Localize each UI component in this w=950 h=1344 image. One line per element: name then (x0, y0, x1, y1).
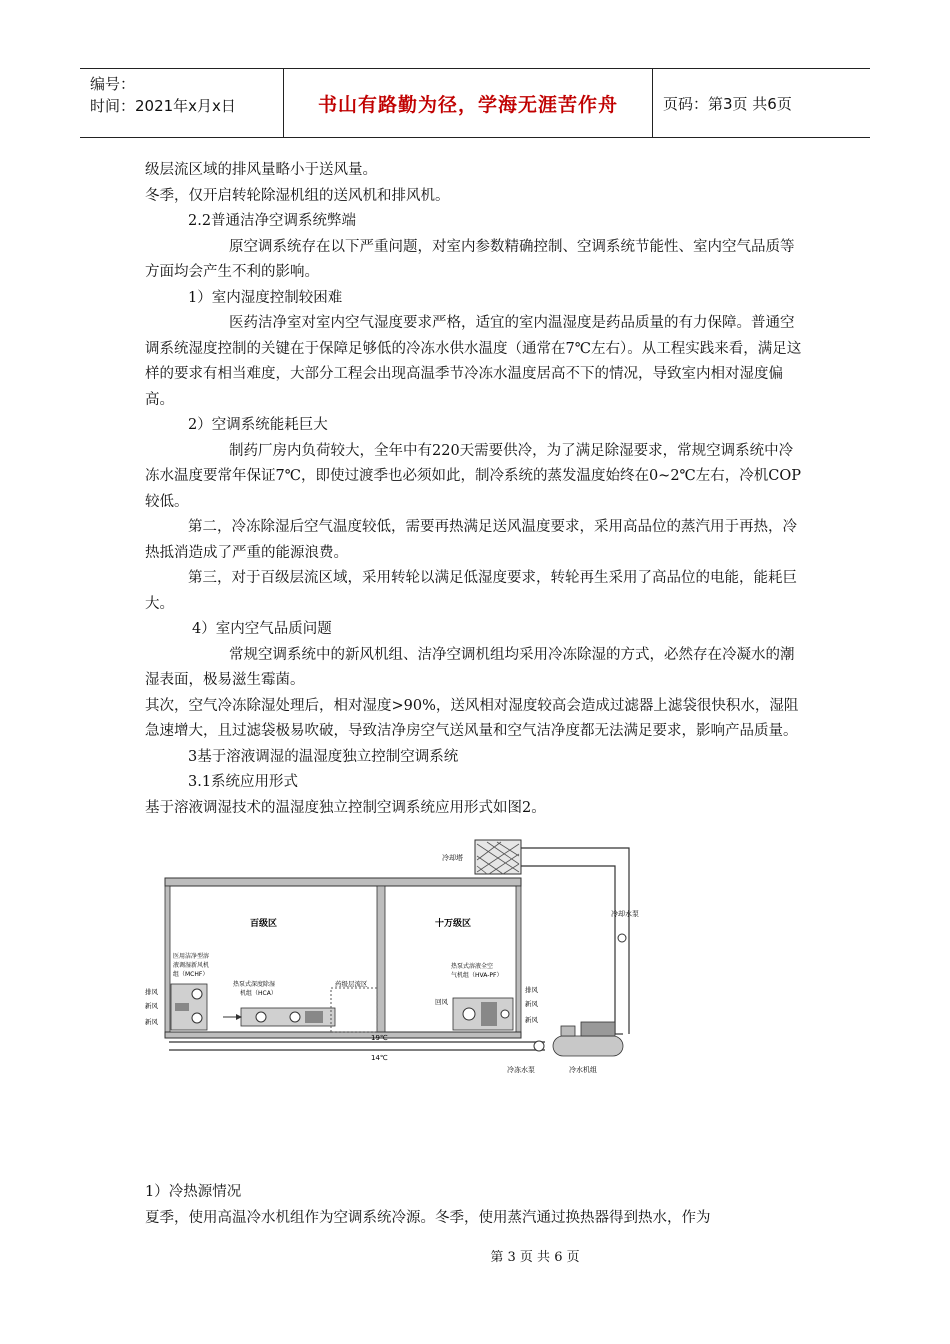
air-label: 回风 (435, 998, 448, 1006)
pump-icon (618, 934, 626, 942)
document-date: 时间：2021年x月x日 (90, 97, 236, 115)
header-motto: 书山有路勤为径，学海无涯苦作舟 (283, 69, 653, 137)
cooling-pump-label: 冷却水泵 (611, 910, 639, 918)
unit-label: 医用洁净型溶 (173, 953, 210, 960)
chilled-pump-label: 冷冻水泵 (507, 1066, 535, 1074)
system-diagram (145, 838, 645, 1078)
unit-label: 热泵式溶液全空 (451, 963, 494, 970)
paragraph: 冬季，仅开启转轮除湿机组的送风机和排风机。 (145, 187, 450, 204)
mchf-unit-icon (171, 984, 207, 1030)
paragraph: 医药洁净室对室内空气湿度要求严格，适宜的室内温湿度是药品质量的有力保障。普通空调系统湿度控制的关键在于保障足够低的冷冻水供水温度（通常在7℃左右）。从工程实践来看，满足这样的要求有相当难度，大部分工程会出现高温季节冷冻水温度居高不下的情况，导致室内相对湿度偏高。 (145, 315, 802, 408)
paragraph: 制药厂房内负荷较大，全年中有220天需要供冷，为了满足除湿要求，常规空调系统中冷冻水温度要常年保证7℃，即使过渡季也必须如此，制冷系统的蒸发温度始终在0~2℃左右，冷机COP较低。 (145, 442, 802, 510)
hva-unit-icon (453, 998, 513, 1030)
paragraph: 基于溶液调湿技术的温湿度独立控制空调系统应用形式如图2。 (145, 799, 546, 816)
header-page-info: 页码：第3页 共6页 (663, 94, 792, 113)
subsection-heading: 2）空调系统能耗巨大 (188, 417, 328, 433)
unit-label: 组（MCHF） (173, 971, 209, 978)
subsection-heading: 1）室内湿度控制较困难 (188, 289, 343, 306)
temperature-label: 14℃ (371, 1054, 388, 1062)
zone-label: 十万级区 (435, 919, 472, 929)
unit-label: 热泵式深度除湿 (233, 981, 276, 988)
subsection-heading: 4）室内空气品质问题 (192, 621, 332, 637)
chiller-label: 冷水机组 (569, 1066, 597, 1074)
building-wall (377, 886, 385, 1036)
cooling-tower-icon (475, 840, 521, 874)
document-number: 编号： (90, 75, 136, 93)
header-meta (80, 69, 283, 137)
air-label: 排风 (145, 988, 158, 996)
pump-icon (534, 1041, 544, 1051)
paragraph: 其次，空气冷冻除湿处理后，相对湿度>90%，送风相对湿度较高会造成过滤器上滤袋很快积水，湿阻急速增大，且过滤袋极易吹破，导致洁净房空气送风量和空气洁净度都无法满足要求，影响产品质量。 (145, 697, 799, 739)
page-footer: 第 3 页 共 6 页 (490, 1250, 580, 1265)
zone-label: 药级层流区 (335, 980, 368, 988)
paragraph: 第二，冷冻除湿后空气温度较低，需要再热满足送风温度要求，采用高品位的蒸汽用于再热，冷热抵消造成了严重的能源浪费。 (145, 519, 797, 561)
section-heading: 3基于溶液调湿的温湿度独立控制空调系统 (188, 748, 459, 765)
air-label: 新风 (145, 1002, 158, 1010)
zone-label: 百级区 (250, 919, 278, 929)
paragraph: 夏季，使用高温冷水机组作为空调系统冷源。冬季，使用蒸汽通过换热器得到热水，作为 (145, 1209, 711, 1226)
paragraph: 级层流区域的排风量略小于送风量。 (145, 162, 377, 178)
building-wall (165, 886, 170, 1036)
air-label: 新风 (525, 1000, 538, 1008)
building-floor (165, 1032, 521, 1038)
paragraph: 原空调系统存在以下严重问题，对室内参数精确控制、空调系统节能性、室内空气品质等方面均会产生不利的影响。 (145, 238, 795, 280)
air-label: 新风 (145, 1018, 158, 1026)
unit-label: 液调湿新风机 (173, 962, 210, 969)
subsection-heading: 3.1系统应用形式 (188, 774, 299, 790)
laminar-zone (331, 988, 377, 1032)
building-wall (516, 886, 521, 1036)
building-roof (165, 878, 521, 886)
air-label: 新风 (525, 1016, 538, 1024)
hca-unit-icon (241, 1008, 335, 1026)
cooling-tower-label: 冷却塔 (442, 854, 463, 862)
paragraph: 第三，对于百级层流区域，采用转轮以满足低湿度要求，转轮再生采用了高品位的电能，能耗巨大。 (145, 570, 797, 612)
subsection-heading: 1）冷热源情况 (145, 1184, 242, 1200)
paragraph: 常规空调系统中的新风机组、洁净空调机组均采用冷冻除湿的方式，必然存在冷凝水的潮湿表面，极易滋生霉菌。 (145, 646, 795, 688)
cooling-water-pipe (521, 866, 615, 1034)
header-table (80, 68, 870, 138)
unit-label: 气机组（HVA-PF） (451, 972, 503, 979)
unit-label: 机组（HCA） (240, 990, 277, 997)
body-text (145, 158, 805, 821)
chiller-icon (553, 1022, 623, 1056)
tail-text (145, 1180, 805, 1231)
temperature-label: 19℃ (371, 1034, 388, 1042)
air-label: 排风 (525, 986, 538, 994)
section-heading: 2.2普通洁净空调系统弊端 (188, 213, 357, 229)
